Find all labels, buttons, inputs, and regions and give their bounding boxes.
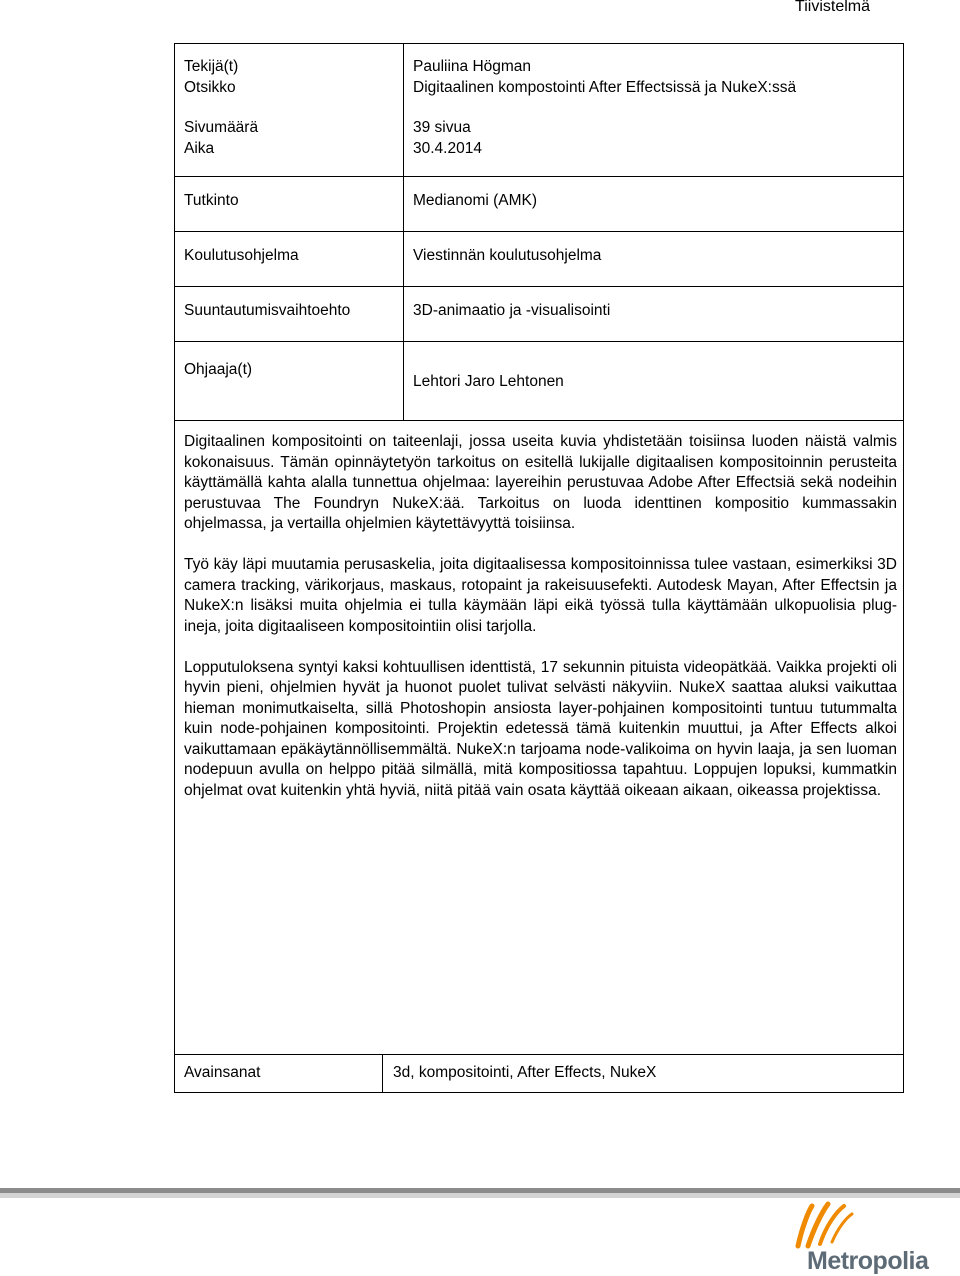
abstract-paragraph-2: Työ käy läpi muutamia perusaskelia, joita digitaalisessa kompositoinnissa tulee vastaan, esimerkiksi 3D camera tracking, värikorjaus, maskaus, rotopaint ja rakeisuusefekti. Autodesk Mayan, After Effectsin ja NukeX:n lisäksi muita ohjelmia ei tulla käymään läpi eikä työssä tulla käyttämään ulkopuolisia plug-ineja, joita digitaaliseen kompositointiin olisi tarjolla. xyxy=(184,556,897,635)
specialisation-label: Suuntautumisvaihtoehto xyxy=(184,302,351,319)
abstract-paragraph-1: Digitaalinen kompositointi on taiteenlaji, jossa useita kuvia yhdistetään toisiinsa luoden näistä valmis kokonaisuus. Tämän opinnäytetyön tarkoitus on esitellä lukijalle digitaalisen kompositoinnin perusteita käyttämällä kahta alalla tunnettua ohjelmaa: layereihin perustuvaa Adobe After Effectsiä sekä nodeihin perustuvaa The Foundryn NukeX:ää. Tarkoitus on luoda identtinen kompositio kummassakin ohjelmassa, ja vertailla ohjelmien käytettävyyttä toisiinsa. xyxy=(184,433,897,532)
title-label: Otsikko xyxy=(184,79,236,96)
row-author-title-pages-date xyxy=(175,44,903,177)
degree-value: Medianomi (AMK) xyxy=(413,192,538,209)
date-value: 30.4.2014 xyxy=(413,140,482,157)
abstract-text xyxy=(184,432,897,822)
degree-label: Tutkinto xyxy=(184,192,239,209)
author-label: Tekijä(t) xyxy=(184,58,239,75)
specialisation-value: 3D-animaatio ja -visualisointi xyxy=(413,302,611,319)
supervisor-value: Lehtori Jaro Lehtonen xyxy=(413,373,564,390)
title-value: Digitaalinen kompostointi After Effectsissä ja NukeX:ssä xyxy=(413,79,797,96)
keywords-label: Avainsanat xyxy=(184,1064,261,1081)
programme-label: Koulutusohjelma xyxy=(184,247,299,264)
row-specialisation xyxy=(175,287,903,342)
pages-label: Sivumäärä xyxy=(184,119,259,136)
row-degree xyxy=(175,177,903,232)
keywords-divider xyxy=(382,1055,383,1092)
keywords-value: 3d, kompositointi, After Effects, NukeX xyxy=(393,1064,657,1081)
supervisor-label: Ohjaaja(t) xyxy=(184,361,253,378)
row-supervisor xyxy=(175,342,903,421)
row-programme xyxy=(175,232,903,287)
abstract-paragraph-3: Lopputuloksena syntyi kaksi kohtuullisen identtistä, 17 sekunnin pituista videopätkää. Vaikka projekti oli hyvin pieni, ohjelmien hyvät ja huonot puolet tulivat selvästi näkyviin. NukeX saattaa aluksi vaikuttaa hieman monimutkaiselta, sillä Photoshopin ansiosta layer-pohjainen kompositointi tuntuu tutummalta kuin node-pohjainen kompositointi. Projektin edetessä tämä kuitenkin muuttui, ja After Effects alkoi vaikuttamaan epäkäytännöllisemmältä. NukeX:n tarjoama node-valikoima on hyvin laaja, ja sen luoman nodepuun avulla on helppo pitää silmällä, mitä kompositiossa tapahtuu. Loppujen lopuksi, kummatkin ohjelmat ovat kuitenkin yhtä hyviä, niitä pitää vain osata käyttää oikeaan aikaan, oikeassa projektissa. xyxy=(184,658,897,799)
author-value: Pauliina Högman xyxy=(413,58,532,75)
keywords-row xyxy=(175,1054,903,1092)
page-header: Tiivistelmä xyxy=(795,0,870,15)
date-label: Aika xyxy=(184,140,215,157)
metropolia-logo-text: Metropolia xyxy=(807,1247,929,1275)
pages-value: 39 sivua xyxy=(413,119,471,136)
abstract-form xyxy=(174,43,904,1093)
programme-value: Viestinnän koulutusohjelma xyxy=(413,247,602,264)
